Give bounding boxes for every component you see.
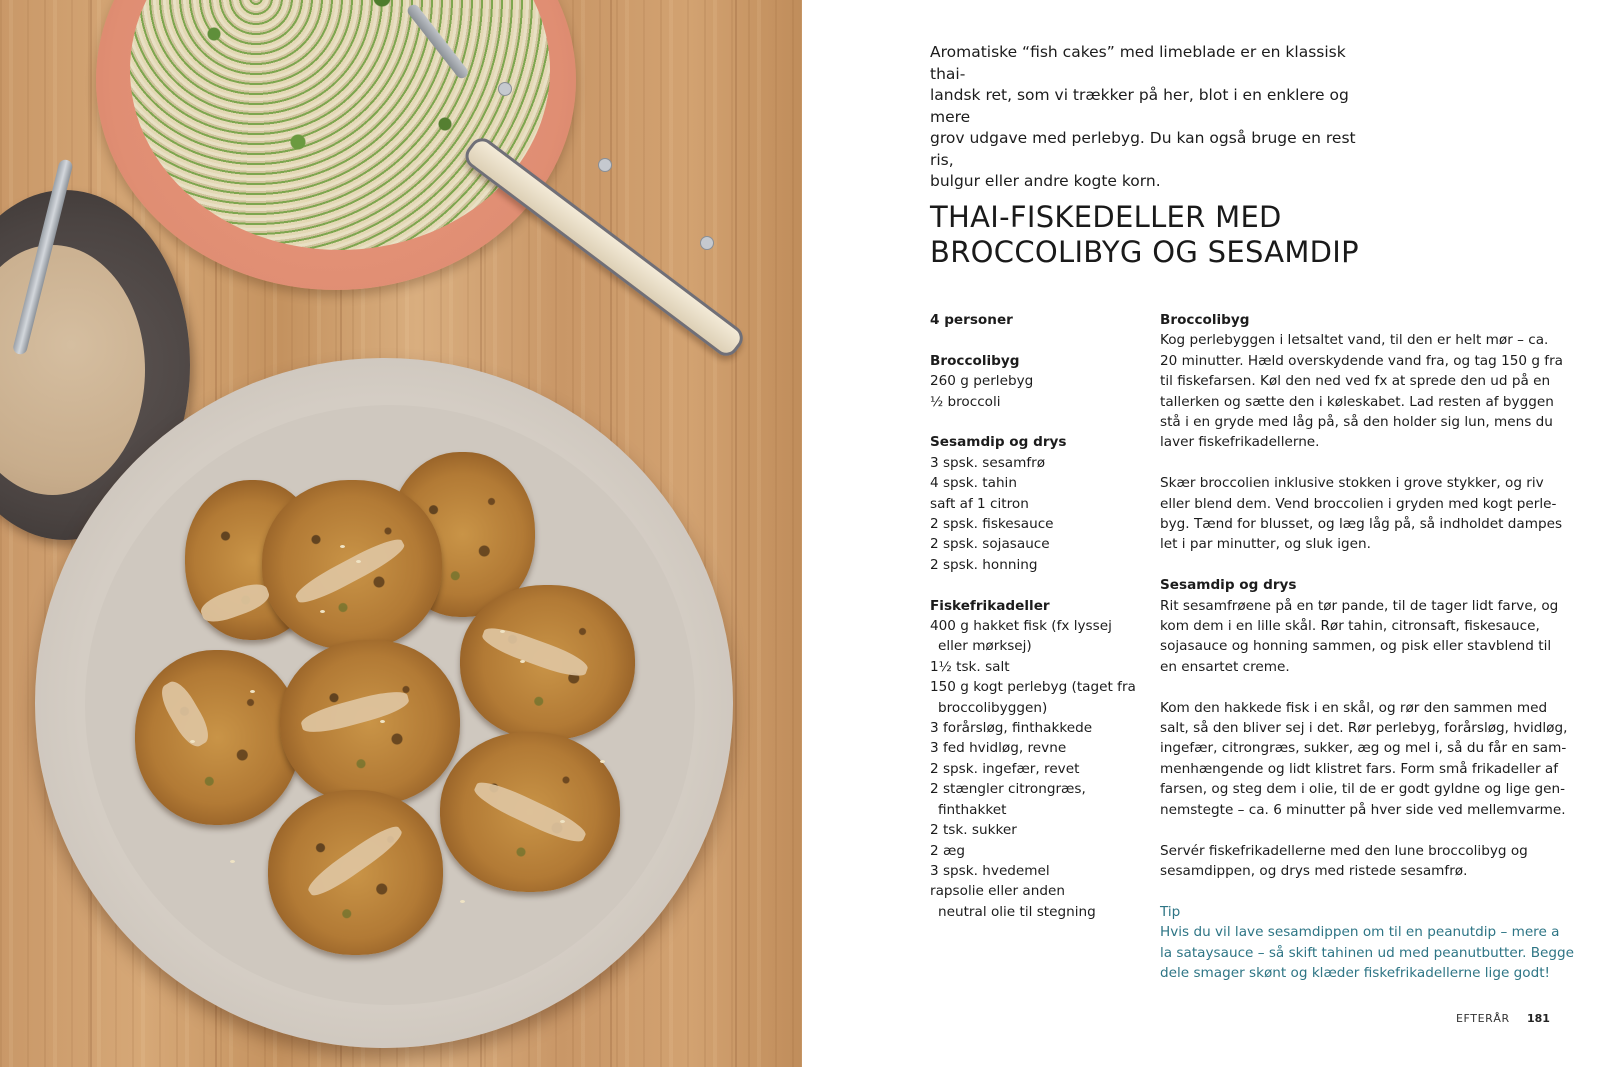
ingredient-item: finthakket (938, 801, 1007, 818)
tip-box (1160, 902, 1575, 984)
method-line: tallerken og sætte den i køleskabet. Lad resten af byggen (1160, 393, 1554, 410)
ingredient-group-heading: Broccolibyg (930, 352, 1020, 369)
ingredient-item: 3 spsk. sesamfrø (930, 454, 1046, 471)
intro-text (930, 42, 1370, 193)
method-line: Skær broccolien inklusive stokken i grove stykker, og riv (1160, 475, 1544, 492)
ingredient-group-heading: Fiskefrikadeller (930, 597, 1050, 614)
method-line: stå i en gryde med låg på, så den holder sig lun, mens du (1160, 414, 1553, 431)
title-line: BROCCOLIBYG OG SESAMDIP (930, 235, 1359, 269)
ingredient-item: eller mørksej) (938, 638, 1032, 655)
recipe-title (930, 200, 1490, 270)
method-line: menhængende og lidt klistret fars. Form små frikadeller af (1160, 760, 1558, 777)
method-heading: Sesamdip og drys (1160, 577, 1297, 594)
tip-line: la sataysauce – så skift tahinen ud med peanutbutter. Begge (1160, 944, 1575, 961)
servings: 4 personer (930, 312, 1013, 328)
method-heading: Broccolibyg (1160, 312, 1250, 328)
method-sesamdip (1160, 575, 1559, 677)
method-paragraph (1160, 473, 1563, 555)
ingredient-item: 150 g kogt perlebyg (taget fra (930, 679, 1136, 696)
method-line: til fiskefarsen. Køl den ned ved fx at sprede den ud på en (1160, 373, 1551, 390)
method-line: eller blend dem. Vend broccolien i gryden med kogt perle- (1160, 495, 1557, 512)
ingredient-item: 2 spsk. ingefær, revet (930, 760, 1080, 777)
ingredient-item: 3 spsk. hvedemel (930, 862, 1050, 879)
tip-line: dele smager skønt og klæder fiskefrikadellerne lige godt! (1160, 964, 1551, 981)
page-number: 181 (1527, 1012, 1550, 1025)
title-line: THAI-FISKEDELLER MED (930, 200, 1282, 234)
ingredient-item: 2 æg (930, 842, 965, 859)
ingredient-item: 4 spsk. tahin (930, 475, 1017, 492)
tip-line: Hvis du vil lave sesamdippen om til en peanutdip – mere a (1160, 924, 1560, 941)
ingredients-column (930, 310, 1140, 943)
ingredient-item: 2 spsk. fiskesauce (930, 516, 1054, 533)
ingredient-group-broccolibyg (930, 351, 1140, 412)
intro-line: grov udgave med perlebyg. Du kan også bruge en rest ris, (930, 129, 1356, 169)
method-line: ingefær, citrongræs, sukker, æg og mel i, så du får en sam- (1160, 740, 1567, 757)
ingredient-item: neutral olie til stegning (938, 903, 1096, 920)
method-paragraph (1160, 841, 1540, 882)
method-line: en ensartet creme. (1160, 658, 1290, 675)
ingredient-group-fiskefrikadeller (930, 596, 1140, 923)
ingredient-item: 2 tsk. sukker (930, 822, 1017, 839)
method-line: farsen, og steg dem i olie, til de er godt gyldne og lige gen- (1160, 781, 1565, 798)
fish-cake (135, 650, 300, 825)
tip-heading: Tip (1160, 903, 1181, 920)
ingredient-item: broccolibyggen) (938, 699, 1048, 716)
ingredient-item: 260 g perlebyg (930, 373, 1034, 390)
section-footer: EFTERÅR (1456, 1012, 1510, 1025)
ingredient-item: 2 stængler citrongræs, (930, 781, 1086, 798)
method-line: Kog perlebyggen i letsaltet vand, til den er helt mør – ca. (1160, 332, 1549, 349)
method-line: sesamdippen, og drys med ristede sesamfrø. (1160, 862, 1468, 879)
intro-line: bulgur eller andre kogte korn. (930, 172, 1161, 190)
ingredient-item: 400 g hakket fisk (fx lyssej (930, 618, 1112, 635)
ingredient-item: 3 fed hvidløg, revne (930, 740, 1067, 757)
ingredient-group-heading: Sesamdip og drys (930, 434, 1067, 451)
method-line: nemstegte – ca. 6 minutter på hver side ved mellemvarme. (1160, 801, 1566, 818)
method-line: 20 minutter. Hæld overskydende vand fra, og tag 150 g fra (1160, 352, 1564, 369)
intro-line: landsk ret, som vi trækker på her, blot i en enklere og mere (930, 86, 1349, 126)
method-line: Rit sesamfrøene på en tør pande, til de tager lidt farve, og (1160, 597, 1559, 614)
ingredient-item: ½ broccoli (930, 393, 1001, 410)
method-line: salt, så den bliver sej i det. Rør perlebyg, forårsløg, hvidløg, (1160, 720, 1568, 737)
ingredient-group-sesamdip (930, 432, 1140, 575)
ingredient-item: saft af 1 citron (930, 495, 1029, 512)
method-line: sojasauce og honning sammen, og pisk eller stavblend til (1160, 638, 1552, 655)
ingredient-item: 3 forårsløg, finthakkede (930, 720, 1093, 737)
method-line: Servér fiskefrikadellerne med den lune broccolibyg og (1160, 842, 1528, 859)
method-line: laver fiskefrikadellerne. (1160, 434, 1320, 451)
ingredient-item: 2 spsk. sojasauce (930, 536, 1050, 553)
method-line: byg. Tænd for blusset, og læg låg på, så indholdet dampes (1160, 516, 1563, 533)
method-broccolibyg (1160, 310, 1564, 453)
recipe-page (802, 0, 1600, 1067)
method-line: let i par minutter, og sluk igen. (1160, 536, 1371, 553)
method-column (1160, 310, 1575, 1004)
ingredient-item: rapsolie eller anden (930, 883, 1065, 900)
intro-line: Aromatiske “fish cakes” med limeblade er en klassisk thai- (930, 43, 1346, 83)
method-line: kom dem i en lille skål. Rør tahin, citronsaft, fiskesauce, (1160, 618, 1540, 635)
method-line: Kom den hakkede fisk i en skål, og rør den sammen med (1160, 699, 1548, 716)
method-paragraph (1160, 698, 1568, 820)
ingredient-item: 2 spsk. honning (930, 556, 1038, 573)
ingredient-item: 1½ tsk. salt (930, 658, 1010, 675)
